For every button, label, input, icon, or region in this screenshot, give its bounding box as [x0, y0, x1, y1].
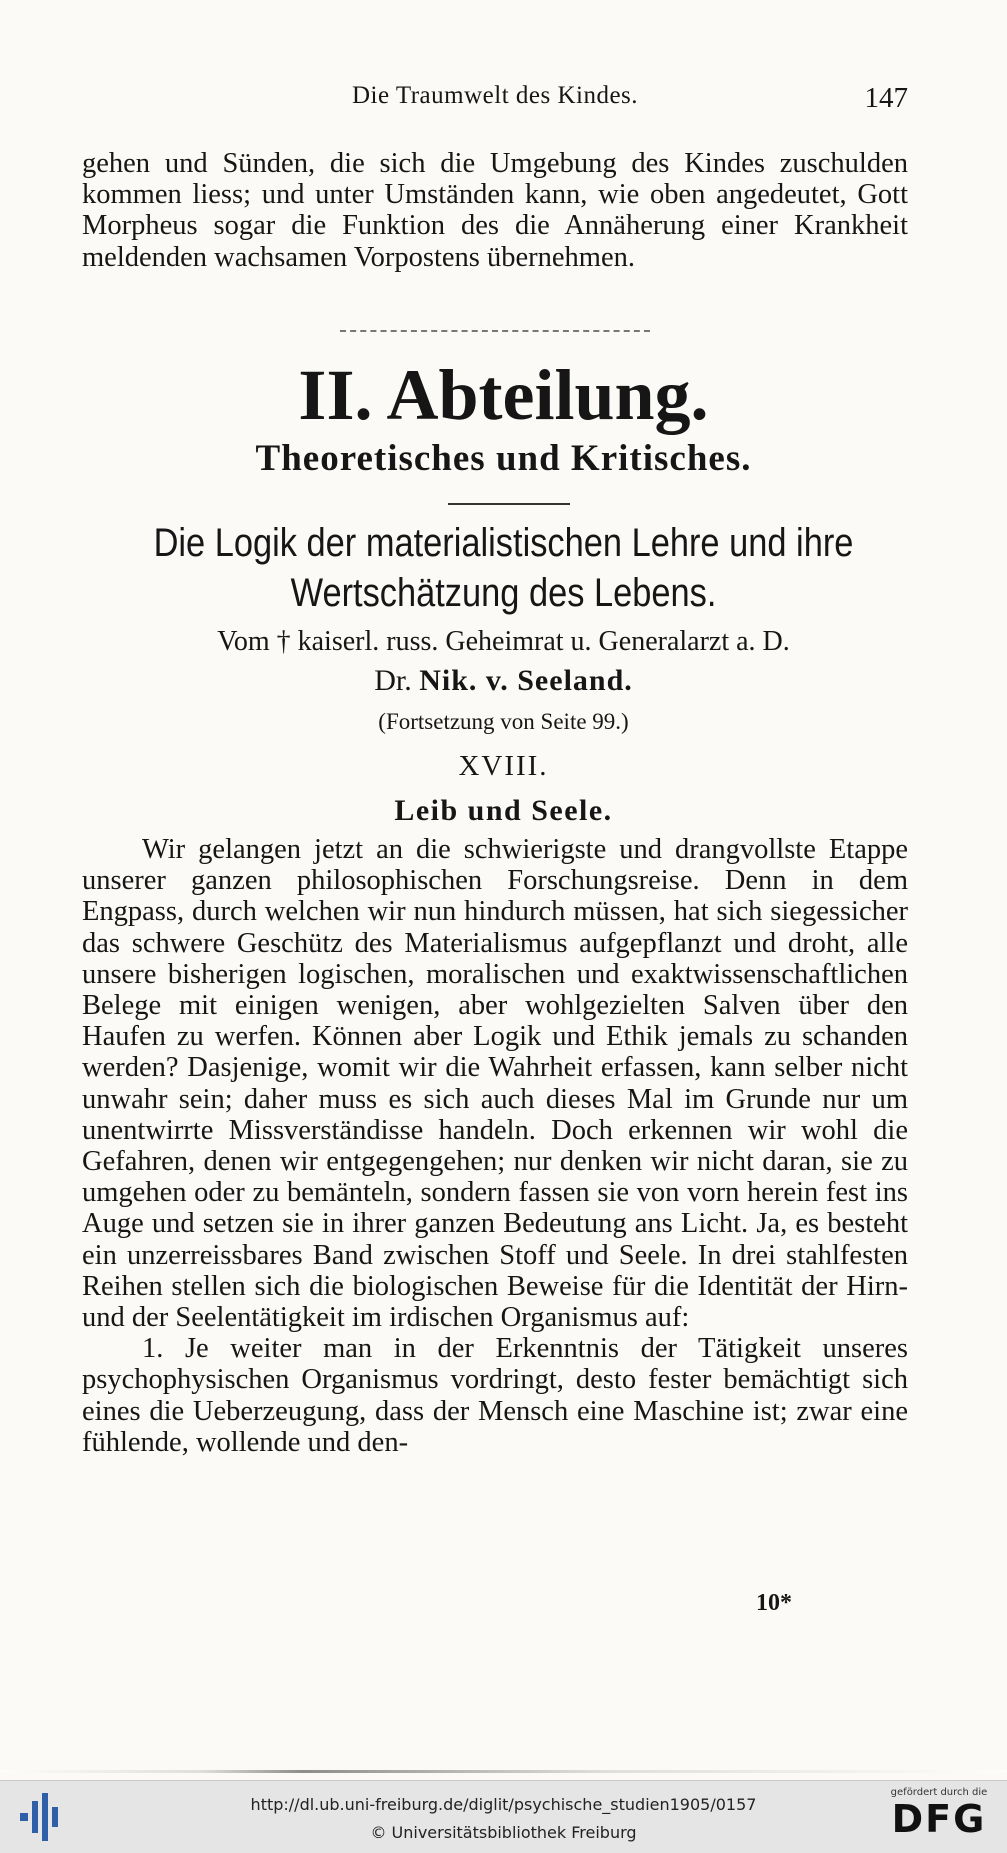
section-subtitle: Theoretisches und Kritisches. [255, 438, 752, 479]
paragraph: Wir gelangen jetzt an die schwierigste und drangvollste Etappe unserer ganzen philosophischen Forschungsreise. Denn in dem Engpass, durch welchen wir nun hindurch müssen, hat sich siegessicher das schwere Geschütz des Materialismus aufgepflanzt und droht, alle unsere bisherigen logischen, moralischen und exaktwissenschaftlichen Belege mit einigen wenigen, aber wohlgezielten Salven über den Haufen zu werfen. Können aber Logik und Ethik jemals zu schanden werden? Dasjenige, womit wir die Wahrheit erfassen, kann selber nicht unwahr sein; daher muss es sich auch dieses Mal im Grunde nur um unentwirrte Missverständisse handeln. Doch erkennen wir wohl die Gefahren, denen wir entgegengehen; nur denken wir nicht daran, sie zu umgehen oder zu bemänteln, sondern fassen sie von vorn herein fest ins Auge und setzen sie in ihrer ganzen Bedeutung ans Licht. Ja, es besteht ein unzerreissbares Band zwischen Stoff und Seele. In drei stahlfesten Reihen stellen sich die biologischen Beweise für die Identität der Hirn- und der Seelentätigkeit im irdischen Organismus auf: [82, 834, 908, 1334]
chapter-title: Leib und Seele. [394, 794, 613, 827]
page-header [82, 82, 908, 118]
intro-paragraph [82, 148, 908, 273]
paragraph: 1. Je weiter man in der Erkenntnis der Tätigkeit unseres psychophysischen Organismus vordringt, desto fester bemächtigt sich eines die Ueberzeugung, dass der Mensch eine Maschine ist; zwar eine fühlende, wollende und den- [82, 1333, 908, 1458]
author-credentials: Vom † kaiserl. russ. Geheimrat u. Generalarzt a. D. [217, 626, 790, 657]
source-url-link[interactable]: http://dl.ub.uni-freiburg.de/diglit/psychische_studien1905/0157 [250, 1795, 757, 1814]
scan-artifact-rule [0, 1770, 1007, 1773]
signature-mark: 10* [756, 1590, 792, 1616]
dfg-note: gefördert durch die [890, 1787, 988, 1798]
article-title-line-1: Die Logik der materialistischen Lehre und ihre [153, 521, 854, 565]
title-rule [448, 503, 570, 505]
article-title [70, 518, 936, 618]
copyright-text: © Universitätsbibliothek Freiburg [370, 1823, 637, 1842]
intro-paragraph-text: gehen und Sünden, die sich die Umgebung des Kindes zuschulden kommen liess; und unter Umständen kann, wie oben angedeutet, Gott Morpheus sogar die Funktion des die Annäherung einer Krankheit meldenden wachsamen Vorpostens übernehmen. [82, 148, 908, 273]
dfg-logo[interactable] [885, 1787, 993, 1847]
dashed-divider [340, 330, 650, 334]
main-text [82, 834, 908, 1458]
page-number: 147 [864, 82, 908, 114]
author-prefix: Dr. [374, 664, 412, 697]
author-name-text: Nik. v. Seeland. [419, 664, 633, 697]
running-title: Die Traumwelt des Kindes. [351, 82, 639, 109]
viewer-footer [0, 1780, 1007, 1853]
continuation-note: (Fortsetzung von Seite 99.) [378, 709, 629, 734]
chapter-number: XVIII. [458, 750, 549, 782]
section-title: II. Abteilung. [298, 355, 709, 435]
article-title-line-2: Wertschätzung des Lebens. [290, 571, 717, 615]
dfg-logo-text: DFG [891, 1797, 987, 1841]
author-name [0, 664, 1007, 698]
